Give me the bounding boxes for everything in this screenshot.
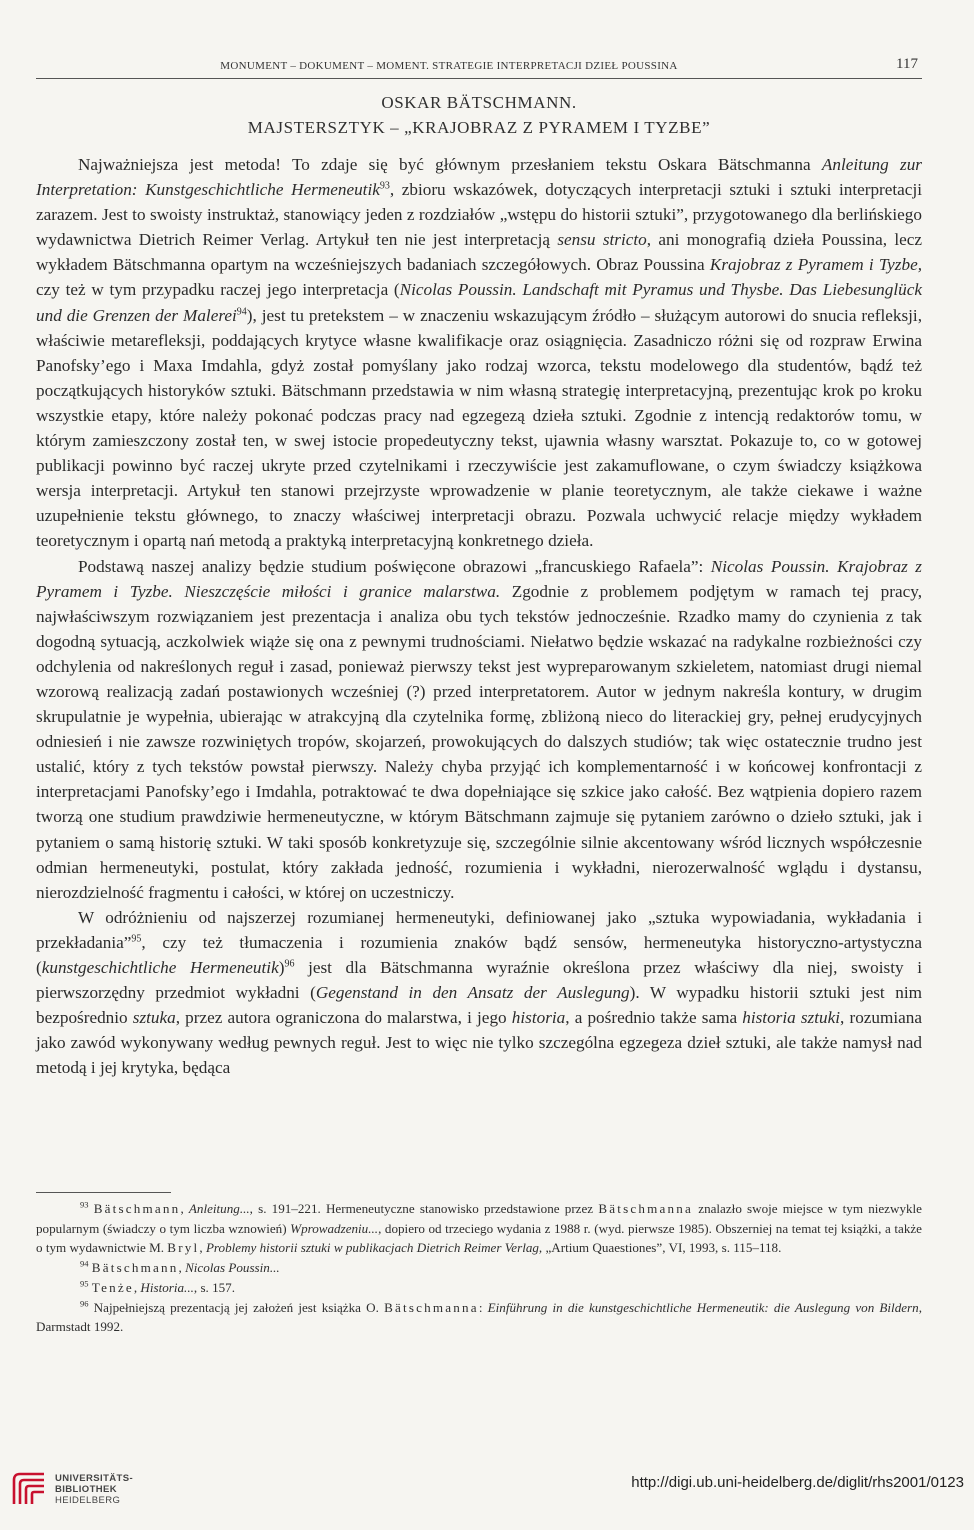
text-run: czy też w tym przypadku raczej jego interpretacja (	[36, 280, 400, 300]
footnote-divider	[36, 1192, 171, 1193]
article-title: MAJSTERSZTYK – „KRAJOBRAZ Z PYRAMEM I TYZBE”	[247, 118, 711, 137]
footnote-ref: 94	[80, 1258, 89, 1269]
italic-text: sztuka	[132, 1008, 176, 1028]
italic-text: sensu stricto	[557, 230, 647, 250]
text-run: , s. 191–221. Hermeneutyczne stanowisko przedstawione przez	[249, 1201, 599, 1216]
text-run: ,	[180, 1201, 189, 1216]
italic-text: Anleitung zur Interpretation: Kunstgeschichtliche Hermeneutik	[36, 155, 922, 200]
italic-text: Problemy historii sztuki w publikacjach Dietrich Reimer Verlag,	[205, 1240, 543, 1256]
paragraph	[36, 152, 922, 554]
italic-text: Historia...	[140, 1279, 194, 1295]
running-title: MONUMENT – DOKUMENT – MOMENT. STRATEGIE INTERPRETACJI DZIEŁ POUSSINA	[220, 60, 678, 72]
text-run: , dopiero od trzeciego wydania z 1988 r. (wyd. pierwsze 1985). Obszerniej na temat tej książki, a także o tym wydawnictwie M.	[36, 1220, 922, 1256]
italic-text: Krajobraz z Pyramem i Tyzbe,	[709, 255, 922, 275]
footnote-ref: 96	[80, 1298, 89, 1309]
library-name	[55, 1473, 133, 1506]
text-run: ,	[133, 1279, 141, 1295]
text-run: „Artium Quaestiones”, VI, 1993, s. 115–118.	[542, 1240, 782, 1256]
body-text	[36, 152, 922, 1080]
italic-text: Nicolas Poussin...	[185, 1260, 280, 1276]
italic-text: Nicolas Poussin. Krajobraz z Pyramem i Tyzbe. Nieszczęście miłości i granice malarstwa.	[36, 556, 922, 601]
text-run: , a pośrednio także sama	[565, 1008, 743, 1028]
italic-text: Gegenstand in den Ansatz der Auslegung	[315, 983, 630, 1003]
text-run: ,	[178, 1260, 186, 1276]
text-run: , Darmstadt 1992.	[36, 1299, 922, 1335]
text-run: Zgodnie z problemem podjętym w ramach tej pracy, najwłaściwszym rozwiązaniem jest prezentacja i analiza obu tych tekstów jednocześnie. Rzadko mamy do czynienia z tak dogodną sytuacją, aczkolwiek wiąże się ona z pewnymi trudnościami. Niełatwo będzie wskazać na radykalne rozbieżności czy odchylenia od nakreślonych reguł i zasad, ponieważ pierwszy tekst jest wypreparowanym szkieletem, natomiast drugi niemal wzorową realizacją zadań postawionych wcześniej (?) przed interpretatorem. Autor w jednym nakreśla kontury, w drugim skrupulatnie je wypełnia, ubierając w atrakcyjną dla czytelnika formę, zbliżoną nieco do literackiej gry, pełnej erudycyjnych odniesień i nie zawsze rozwiniętych tropów, skojarzeń, prowokujących do dalszych studiów; tak więc ostatecznie trudno jest ustalić, który z tych tekstów powstał pierwszy. Należy chyba przyjąć ich komplementarność i w końcowej konfrontacji z interpretacjami Panofsky’ego i Imdahla, potraktować te dwa dopełniające się szkice jako całość. Bez wątpienia dopiero razem tworzą one studium prawdziwie hermeneutyczne, w którym Bätschmann zajmuje się pytaniem zarówno o dzieło sztuki, jak i pytaniem o samą historię sztuki. W taki sposób konkretyzuje się, szczególnie silnie akcentowany wśród licznych współczesnie odmian hermeneutyki, postulat, który zakłada jedność, rozumienia i wykładni, nierozerwalność wglądu i dystansu, nierozdzielność fragmentu i całości, w której on uczestniczy.	[36, 581, 922, 902]
article-author: OSKAR BÄTSCHMANN.	[381, 93, 577, 112]
spaced-name: Bryl	[167, 1240, 200, 1256]
text-run: Najpełniejszą prezentacją jej założeń jest książka O.	[88, 1299, 385, 1315]
text-run: :	[478, 1299, 488, 1315]
footnote-ref: 94	[236, 305, 247, 317]
footnotes	[36, 1199, 922, 1337]
italic-text: Anleitung...	[188, 1201, 250, 1216]
text-run: ), jest tu pretekstem – w znaczeniu wskazującym źródło – służącym autorowi do snucia refleksji, właściwie metarefleksji, poddających krytyce własne kwalifikacje oraz osiągnięcia. Zasadniczo różni się od rozpraw Erwina Panofsky’ego i Maxa Imdahla, gdyż został pomyślany jako rodzaj wzorca, tekstu modelowego dla studentów, bądź też początkujących historyków sztuki. Bätschmann przedstawia w nim własną strategię interpretacyjną, prezentując krok po kroku wszystkie etapy, które należy pokonać podczas pracy nad egzegezą dzieła sztuki. Zgodnie z intencją redaktorów tomu, w którym zamieszczony został ten, w swej istocie propedeutyczny tekst, ujawnia własny warsztat. Pokazuje to, co w gotowej publikacji powinno być raczej ukryte przed czytelnikami i rzeczywiście jest zakamuflowane, o czym świadczy książkowa wersja interpretacji. Artykuł ten stanowi przejrzyste wprowadzenie w planie teoretycznym, ale także ciekawe i ważne uzupełnienie tekstu głównego, to znaczy właściwej interpretacji obrazu. Pozwala uchwycić relacje między wykładem teoretycznym i opartą nań metodą a praktyką interpretacyjną konkretnego dzieła.	[36, 305, 922, 551]
footnote	[36, 1278, 922, 1298]
text-run: )	[278, 958, 285, 977]
library-name-line: BIBLIOTHEK	[55, 1484, 118, 1495]
text-run: , s. 157.	[193, 1279, 235, 1295]
italic-text: historia	[511, 1008, 566, 1028]
footnote	[36, 1258, 922, 1278]
footnote-ref: 93	[80, 1199, 89, 1210]
text-run: ,	[199, 1240, 206, 1256]
footnote-ref: 96	[284, 958, 295, 970]
spaced-name: Bätschmanna	[598, 1201, 694, 1216]
text-run: , czy też tłumaczenia i rozumienia znaków bądź sensów, hermeneutyka historyczno-artystyczna (	[36, 932, 922, 977]
running-header	[36, 58, 922, 79]
text-run: , zbioru wskazówek, dotyczących interpretacji sztuki i sztuki interpretacji zarazem. Jest to swoisty instruktaż, stanowiący jeden z rozdziałów „wstępu do historii sztuki”, przygotowanego dla berlińskiego wydawnictwa Dietrich Reimer Verlag. Artykuł ten nie jest interpretacją	[36, 180, 922, 250]
text-run: Najważniejsza jest metoda! To zdaje się być głównym przesłaniem tekstu Oskara Bätschmanna	[78, 155, 822, 174]
spaced-name: Bätschmann	[93, 1201, 181, 1216]
text-run: Podstawą naszej analizy będzie studium poświęcone obrazowi „francuskiego Rafaela”:	[78, 556, 711, 576]
italic-text: Wprowadzeniu...	[290, 1220, 379, 1236]
text-run: znalazło swoje miejsce w tym niezwykle popularnym (świadczy o tym liczba wznowień)	[36, 1201, 922, 1236]
library-name-line: UNIVERSITÄTS-	[55, 1473, 134, 1484]
spaced-name: Tenże	[91, 1279, 134, 1295]
library-logo-icon	[10, 1470, 48, 1508]
paragraph	[36, 905, 922, 1081]
digitization-footer	[0, 1462, 974, 1530]
text-run: , ani monografią dzieła Poussina, lecz wykładem Bätschmanna opartym na wcześniejszych badaniach szczegółowych. Obraz Poussina	[36, 230, 922, 275]
spaced-name: Bätschmann	[91, 1260, 179, 1276]
paragraph	[36, 554, 922, 905]
text-run: , przez autora ograniczona do malarstwa, i jego	[175, 1008, 512, 1028]
italic-text: historia sztuki	[742, 1008, 841, 1028]
footnote	[36, 1298, 922, 1337]
italic-text: kunstgeschichtliche Hermeneutik	[41, 958, 279, 977]
library-city: HEIDELBERG	[55, 1495, 121, 1506]
footnote-ref: 95	[80, 1278, 89, 1289]
footnote-ref: 95	[131, 933, 142, 945]
page-number: 117	[896, 56, 918, 72]
spaced-name: Bätschmanna	[384, 1299, 479, 1315]
text-run: , rozumiana jako zawód wykonywany według pewnych reguł. Jest to więc nie tylko szczególna egzegeza dzieł sztuki, ale także namysł nad metodą i jej krytyka, będąca	[36, 1008, 923, 1078]
text-run: W odróżnieniu od najszerzej rozumianej hermeneutyki, definiowanej jako „sztuka wypowiadania, wykładania i przekładania”	[36, 907, 922, 952]
italic-text: Nicolas Poussin. Landschaft mit Pyramus und Thysbe. Das Liebesunglück und die Grenzen der Malerei	[36, 280, 922, 325]
italic-text: Einführung in die kunstgeschichtliche Hermeneutik: die Auslegung von Bildern	[487, 1299, 919, 1315]
footnote-ref: 93	[379, 180, 390, 192]
text-run: jest dla Bätschmanna wyraźnie określona przez właściwy dla niej, swoisty i pierwszorzędny przedmiot wykładni (	[36, 958, 922, 1003]
text-run: ). W wypadku historii sztuki jest nim bezpośrednio	[36, 983, 922, 1028]
source-url-link[interactable]: http://digi.ub.uni-heidelberg.de/diglit/rhs2001/0123	[631, 1474, 964, 1491]
footnote	[36, 1199, 922, 1258]
